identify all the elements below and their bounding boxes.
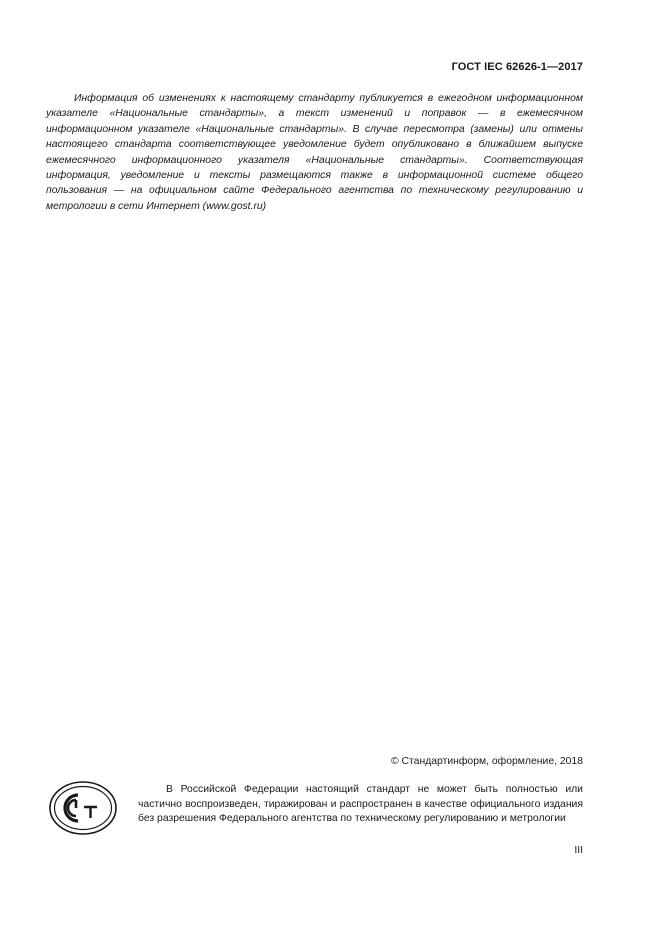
reproduction-restriction-notice: В Российской Федерации настоящий стандарт не может быть полностью или частично воспроизведен, тиражирован и распространен в качестве официального издания без разрешения Федерального агентства по техническому регулированию и метрологии [138,784,583,825]
copyright-notice: © Стандартинформ, оформление, 2018 [390,756,583,767]
amendment-info-paragraph: Информация об изменениях к настоящему стандарту публикуется в ежегодном информационном указателе «Национальные стандарты», а текст изменений и поправок — в ежемесячном информационном указателе «Национальные стандарты». В случае пересмотра (замены) или отмены настоящего стандарта соответствующее уведомление будет опубликовано в ближайшем выпуске ежемесячного информационного указателя «Национальные стандарты». Соответствующая информация, уведомление и тексты размещаются также в информационной системе общего пользования — на официальном сайте Федерального агентства по техническому регулированию и метрологии в сети Интернет (www.gost.ru) [46,93,583,212]
document-id-header: ГОСТ IEC 62626-1—2017 [451,61,583,73]
page-number: III [574,845,583,856]
rst-certification-mark-icon [48,780,118,836]
